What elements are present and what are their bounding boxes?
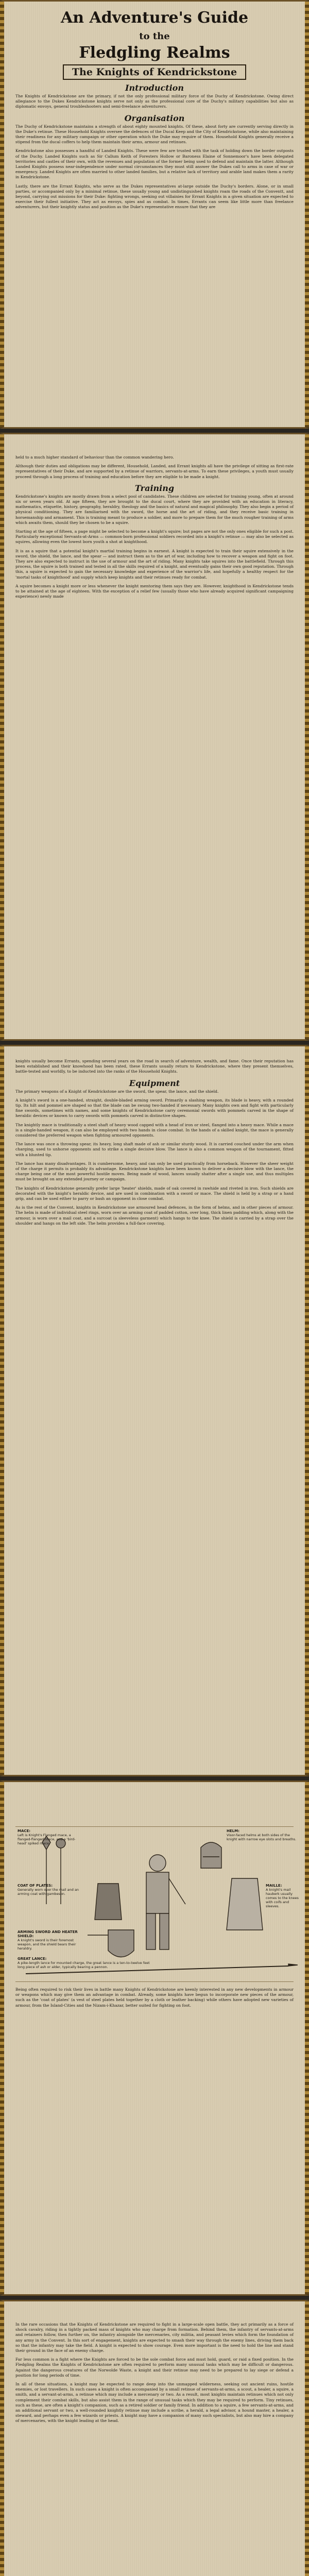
callout-great-lance: GREAT LANCE: A pike-length lance for mounted charge, the great lance is a ten-to-twelve feet long piece of ash or alder, typically bearing a pennon.	[18, 1957, 150, 1969]
paragraph: The primary weapons of a Knight of Kendrickstone are the sword, the spear, the lance, and the shield.	[15, 1089, 219, 1094]
paragraph: knights usually become Errants, spending several years on the road in search of adventure, wealth, and fame. Once their reputation has been established and their knowhood has been rated, these Errants usually return to Kendrickstone, where they present themselves, battle-tested and worldly, to be inducted into the ranks of the Household Knights.	[15, 1059, 294, 1074]
paragraph: It is as a squire that a potential knight's martial training begins in earnest. A knight is expected to train their squire extensively in the sword, the shield, the lance, and the spear — and instruct them as to the art of war, including how to recover a weapon and fight on foot. They are also expected to instruct in the use of armour and the art of riding. Many knights take squires into the battlefield. Through this process, the squire is both trained and tested in all the skills required of a knight, and eventually gains their own good reputation. Through this, a squire is expected to gain the necessary knowledge and experience of the warrior's life, and hopefully a healthy respect for the 'mortal tasks of knighthood' and supply which keep knights and their retinues ready for combat.	[15, 548, 294, 580]
paragraph: The Knights of Kendrickstone are the primary, if not the only professional military force of the Duchy of Kendrickstone. Owing direct allegiance to the Dukes Kendrickstone knights serve not only as the professional core of the Duchy's military capabilities but also as diplomatic envoys, general troubleshooters and semi-freelance adventurers.	[15, 94, 294, 109]
page-panel-5	[0, 2300, 309, 2576]
border-ornament	[0, 2, 4, 427]
paragraph: Lastly, there are the Errant Knights, who serve as the Dukes representatives at-large outside the Duchy's borders. Alone, or in small parties, or accompanied only by a minimal retinue, these usually young and undistinguished knights roam the roads of the Conventt, and beyond, carrying out missions for their Duke: fighting wrongs, seeking out villainies for Errant Knights in a given situation are expected to exercise their fullest initiative. They act as envoys, spies and as combat. In times, Errants can seem like little more than freelance adventurers, but their knightly status and position as the Duke's representative ensure that they are	[15, 183, 294, 210]
paragraph: Kendrickstone also possesses a handful of Landed Knights. These were few are trusted with the task of holding down the border outposts of the Duchy. Landed Knights such as Sir Callum Keith of Foresters Hollow or Baroness Elaine of Sonnemoor's have been delegated territories and castles of their own, with the revenues and population of the former being used to defend and maintain the latter. Although Landed Knights possess near-independence under normal circumstances they must still answer the Dukes call to arms in case of war or emergency. Landed Knights are often married to other landed families, but a relative lack of territory and arable land makes them a rarity in Kendrickstone.	[15, 148, 294, 180]
paragraph: The knights of Kendrickstone generally prefer large 'heater' shields, made of oak covered in rawhide and riveted in iron. Such shields are decorated with the knight's heraldic device, and are used in combination with a sword or mace. The shield is held by a strap or a hand grip, and can be used either to parry or bash an opponent in close combat.	[15, 1185, 294, 1201]
border-ornament	[0, 434, 4, 1039]
callout-coat-of-plates: COAT OF PLATES: Generally worn over the mail and an arming coat with gambeson.	[18, 1884, 79, 1896]
paragraph: Far less common is a fight where the Knights are forced to be the sole combat force and must hold, guard, or raid a fixed position. In the Fledgling Realms the Knights of Kendrickstone are often required to perform many unusual tasks which may be difficult or dangerous. Against the dangerous creatures of the Norwolde Waste, a knight and their retinue may need to be prepared to lay siege or defend a position for long periods of time.	[15, 2357, 294, 2378]
paragraph: As is the rest of the Convent, knights in Kendrickstone use armoured head defences, in the form of helms, and in other pieces of armour. The helm is made of individual steel rings, worn over an arming coat of padded cotton, over long, thick linen padding which, along with the armour, is worn over a mail coat, and a surcoat (a sleeveless garment) which hangs to the knee. The shield is carried by a strap over the shoulder and hangs on the left side. The helm provides a full-face covering.	[15, 1205, 294, 1226]
paragraph: In all of these situations, a knight may be expected to range deep into the unmapped wilderness, seeking out ancient ruins, hostile enemies, or lost travellers. In such cases a knight is often accompanied by a small retinue of servants-at-arms, a scout, a healer, a squire, a smith, and a servant-at-arms, a retinue which may include a mercenary or two. As a result, most knights maintain retinues which not only complement their combat skills, but also assist them in the range of unusual tasks which they may be required to perform. Tiny retinues, such as these, are often a knight's companion, such as a retired soldier or family friend. In addition to a squire, a few servants-at-arms, and an additional servant or two, a well-rounded knightly retinue may include a scribe, a herald, a legal advisor, a hound master, a healer, a steward, and perhaps even a few wizards or priests. A knight may have a companion of many such specialists, but also may hire a company of mercenaries, with the knight leading at the head.	[15, 2382, 294, 2424]
border-ornament	[0, 2301, 4, 2576]
paragraph: In the rare occasions that the Knights of Kendrickstone are required to fight in a large-scale open battle, they act primarily as a force of shock cavalry, riding in a tightly packed mass of knights who may charge from formation. Behind them, the infantry of servants-at-arms and retainers follow, then further on, the infantry alongside the mercenaries, city militia, and peasant levies which form the foundation of any army in the Convent. In this sort of engagement, knights are expected to smash their way through the enemy lines, driving them back so that the infantry may take the field. A knight is expected to show courage. Even more important is the need to hold the line and stand their ground in the face of an enemy charge.	[15, 2322, 294, 2353]
page-panel-1	[0, 0, 309, 429]
equipment-illustration	[15, 1826, 299, 1982]
paragraph: A knight's sword is a one-handed, straight, double-bladed arming sword. Primarily a slashing weapon, its blade is heavy, with a rounded tip. Its hilt and pommel are shaped so that the blade can be swung two-handed if necessary. Many knights own and fight with particularly fine swords, sometimes with names, and some knights of Kendrickstone carry ceremonial swords with pommels carved in the shape of heraldic devices or known to carry swords with pommels carved in distinctive shapes.	[15, 1097, 294, 1118]
border-ornament	[305, 1046, 309, 1775]
border-ornament	[0, 1046, 4, 1775]
title-line-1: An Adventure's Guide	[60, 9, 249, 27]
callout-helm: HELM: Visor-faced helms at both sides of the knight with narrow eye slots and breaths.	[227, 1829, 297, 1841]
paragraph: A squire becomes a knight more or less whenever the knight mentoring them says they are. However, knighthood in Kendrickstone tends to be attained at the age of eighteen. With the exception of a relief few (usually those who have already acquired significant campaigning experience) newly made	[15, 583, 294, 599]
border-ornament	[305, 434, 309, 1039]
callout-maille: MAILLE: A knight's mail hauberk usually comes to the knees with coifs and sleeves.	[266, 1884, 299, 1908]
border-ornament	[0, 1782, 4, 2294]
page-subtitle: The Knights of Kendrickstone	[63, 64, 246, 80]
page-panel-2	[0, 433, 309, 1041]
border-ornament	[305, 2301, 309, 2576]
paragraph: Although their duties and obligations may be different, Household, Landed, and Errant knights all have the privilege of sitting as first-rate representatives of their Duke, and are supported by a retinue of warriors, servants-at-arms. To earn these privileges, a youth must usually proceed through a long process of training and education before they are eligible to be made a knight.	[15, 464, 294, 479]
page-panel-3	[0, 1045, 309, 1776]
paragraph: The knightly mace is traditionally a steel shaft of heavy wood capped with a head of iron or steel, flanged into a heavy mace. While a mace is a single-handed weapon, it can also be employed with two hands in close combat. In the hands of a skilled knight, the mace is generally considered the preferred weapon when fighting armoured opponents.	[15, 1122, 294, 1138]
section-heading: Training	[134, 483, 175, 493]
paragraph: The lance has many disadvantages. It is cumbersome, heavy, and can only be used practically from horseback. However the sheer weight of the charge it permits is probably its advantage. Kendrickstone knights have been known to deliver a decisive blow with the lance, the charge being one of the most powerful hostile moves. Being made of wood, lances usually shatter after a single use, and thus multiples must be brought on any extended journey or campaign.	[15, 1161, 294, 1182]
title-line-2: to the	[139, 31, 170, 42]
paragraph: The lance was once a throwing spear, its heavy, long shaft made of ash or similar sturdy wood. It is carried couched under the arm when charging, used to unhorse opponents and to strike a single decisive blow. The lance is also a common weapon of the tournament, fitted with a blunted tip.	[15, 1142, 294, 1157]
paragraph: The Duchy of Kendrickstone maintains a strength of about eighty mounted knights. Of these, about forty are currently serving directly in the Duke's retinue. These Household Knights oversee the defences of the Ducal Keep and the City of Kendrickstone, while also maintaining their readiness for any military campaign or other operation which the Duke may require of them. Household Knights generally receive a stipend from the ducal coffers to help them maintain their arms, armour and retinues.	[15, 124, 294, 145]
paragraph: Being often required to risk their lives in battle many Knights of Kendrickstone are keenly interested in any new developments in armour or weapons which may give them an advantage in combat. Already, some knights have begun to incorporate new pieces of the armour, such as the 'coat of plates' (a vest of steel plates held together by a cloth or leather backing) while others have adopted new varieties of armour, from the Island-Cities and the Nizam-i-Khazar, better suited for fighting on foot.	[15, 1987, 294, 2008]
callout-mace: MACE: Left is Knight's Flanged mace, a flanged-flanged mace, and a 'bird-head' spiked mace.	[18, 1829, 76, 1845]
border-ornament	[305, 1782, 309, 2294]
page-panel-4	[0, 1781, 309, 2296]
callout-arming-sword: ARMING SWORD AND HEATER SHIELD: A knight's sword is their foremost weapon, and the shield bears their heraldry.	[18, 1930, 78, 1951]
border-ornament	[305, 2, 309, 427]
paragraph: held to a much higher standard of behaviour than the common wandering hero.	[15, 455, 174, 460]
section-heading: Introduction	[125, 83, 184, 93]
section-heading: Equipment	[129, 1078, 180, 1088]
paragraph: Starting at the age of fifteen, a page might be selected to become a knight's squire; but pages are not the only ones eligible for such a post. Particularly exceptional Servants-at-Arms — common-born professional soldiers recorded into a knight's retinue — may also be selected as squires, allowing even the lowest born youth a shot at knighthood.	[15, 529, 294, 545]
page-title	[15, 10, 294, 61]
section-heading: Organisation	[124, 113, 185, 123]
title-line-3: Fledgling Realms	[79, 44, 230, 62]
paragraph: Kendrickstone's knights are mostly drawn from a select pool of candidates. These children are selected for training young, often at around six or seven years old. At age fifteen, they are brought to the ducal court, where they are provided with an education in literacy, mathematics, etiquette, history, geography, heraldry, theology and the basics of natural and magical philosophy. They also begin a period of physical conditioning. They are familiarised with the sword, the horse and the art of riding, and they receive basic training in horsemanship and armament. This is training meant to produce a soldier, and more to prepare them for the much rougher training of arms which awaits them, should they be chosen to be a squire.	[15, 494, 294, 525]
